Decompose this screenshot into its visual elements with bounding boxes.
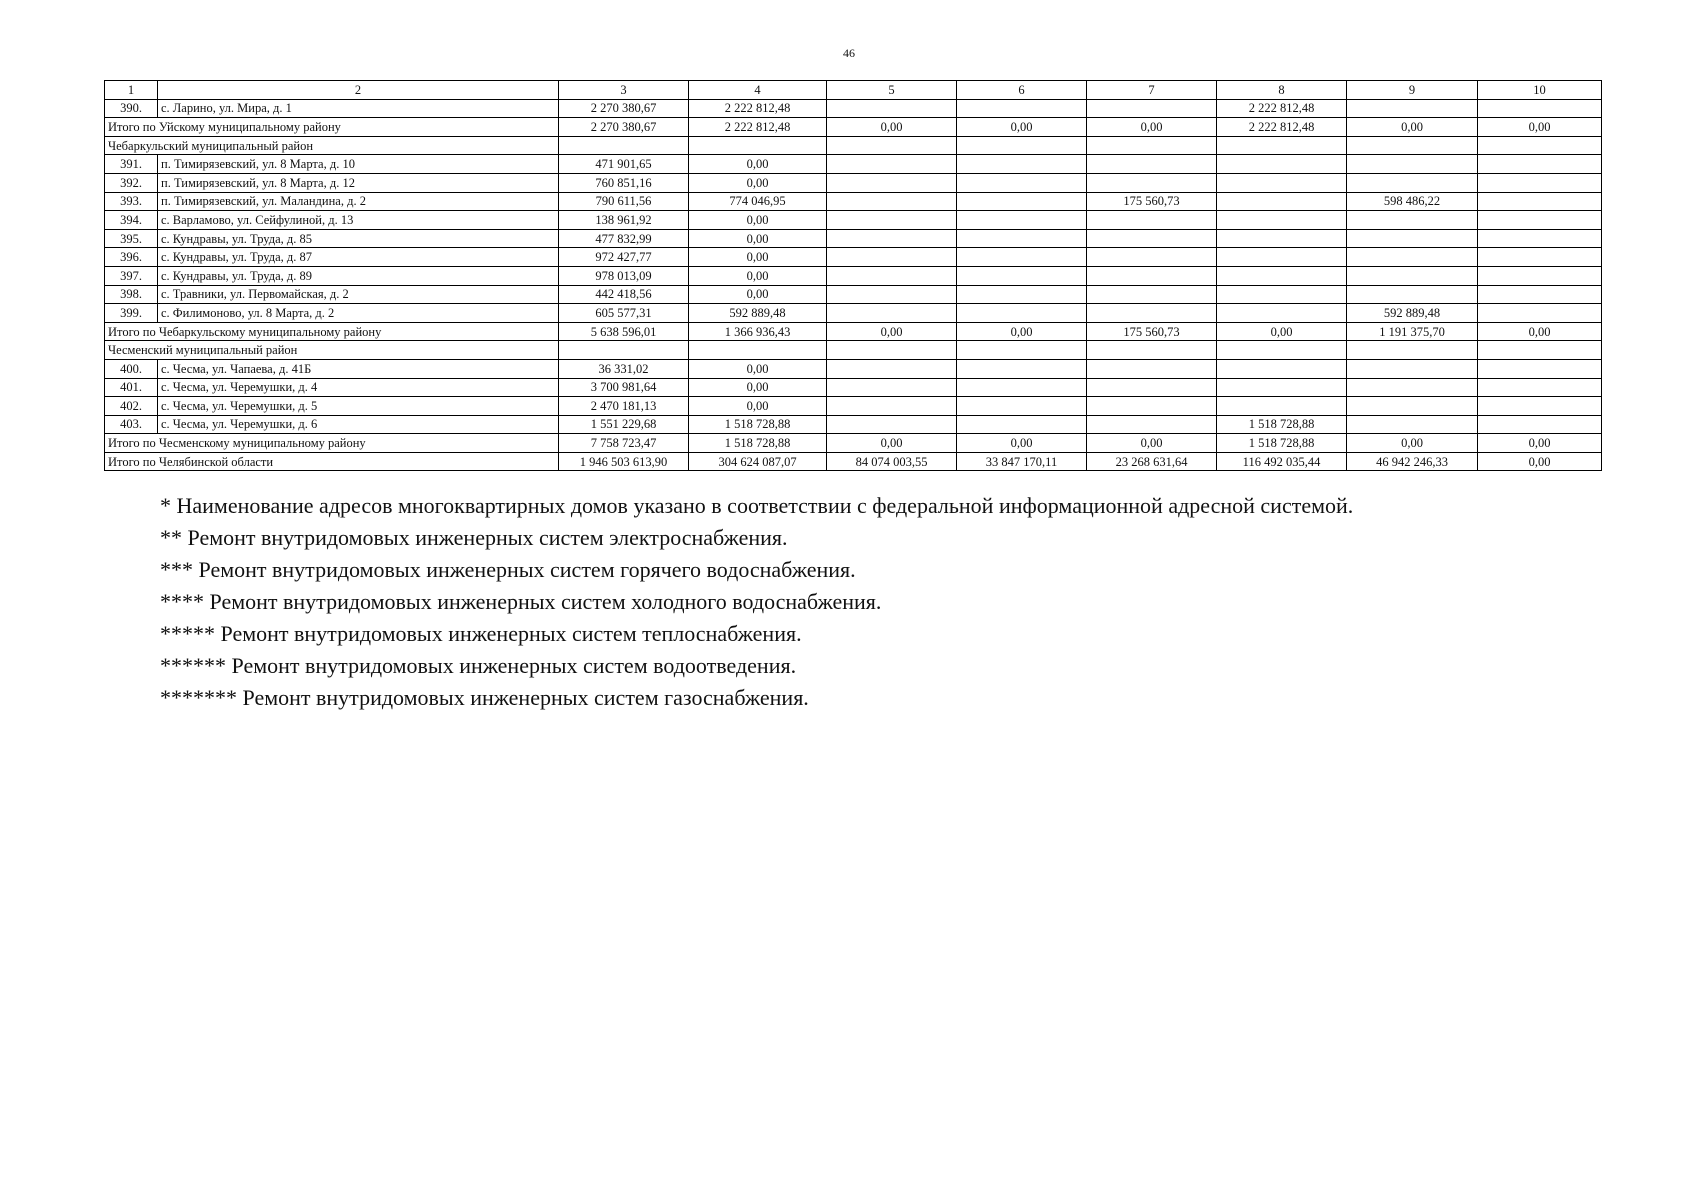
value-cell [1478, 155, 1602, 174]
value-cell [1217, 304, 1347, 323]
value-cell [1478, 211, 1602, 230]
district-section-row [105, 341, 1602, 360]
value-cell: 1 551 229,68 [559, 415, 689, 434]
row-number: 395. [105, 229, 158, 248]
address: п. Тимирязевский, ул. Маландина, д. 2 [158, 192, 559, 211]
address: с. Чесма, ул. Чапаева, д. 41Б [158, 359, 559, 378]
address: с. Варламово, ул. Сейфулиной, д. 13 [158, 211, 559, 230]
value-cell [957, 266, 1087, 285]
total-label: Итого по Челябинской области [105, 452, 559, 471]
district-total-row [105, 322, 1602, 341]
table-row [105, 266, 1602, 285]
row-number: 400. [105, 359, 158, 378]
empty-cell [559, 136, 689, 155]
repair-cost-table [104, 80, 1602, 471]
value-cell [957, 378, 1087, 397]
value-cell [1217, 397, 1347, 416]
value-cell: 2 222 812,48 [1217, 118, 1347, 137]
empty-cell [1217, 341, 1347, 360]
value-cell: 471 901,65 [559, 155, 689, 174]
empty-cell [957, 136, 1087, 155]
empty-cell [1087, 341, 1217, 360]
value-cell: 2 222 812,48 [1217, 99, 1347, 118]
empty-cell [689, 136, 827, 155]
address: с. Чесма, ул. Черемушки, д. 4 [158, 378, 559, 397]
value-cell: 0,00 [689, 266, 827, 285]
district-total-row [105, 452, 1602, 471]
value-cell [827, 211, 957, 230]
value-cell: 592 889,48 [1347, 304, 1478, 323]
value-cell: 7 758 723,47 [559, 434, 689, 453]
value-cell: 0,00 [1478, 118, 1602, 137]
value-cell: 774 046,95 [689, 192, 827, 211]
empty-cell [1347, 136, 1478, 155]
value-cell: 0,00 [689, 173, 827, 192]
value-cell: 972 427,77 [559, 248, 689, 267]
total-label: Итого по Чесменскому муниципальному району [105, 434, 559, 453]
empty-cell [827, 136, 957, 155]
value-cell: 1 518 728,88 [1217, 415, 1347, 434]
footnote-address: * Наименование адресов многоквартирных домов указано в соответствии с федеральной информационной адресной системой. [160, 493, 1354, 518]
column-number: 1 [105, 81, 158, 100]
value-cell [1217, 192, 1347, 211]
address: с. Кундравы, ул. Труда, д. 89 [158, 266, 559, 285]
value-cell: 1 518 728,88 [1217, 434, 1347, 453]
district-name: Чебаркульский муниципальный район [105, 136, 559, 155]
column-number: 8 [1217, 81, 1347, 100]
empty-cell [1087, 136, 1217, 155]
value-cell: 0,00 [1217, 322, 1347, 341]
value-cell [957, 415, 1087, 434]
value-cell [1217, 359, 1347, 378]
row-number: 394. [105, 211, 158, 230]
value-cell [1217, 229, 1347, 248]
value-cell [1087, 248, 1217, 267]
value-cell: 1 518 728,88 [689, 415, 827, 434]
value-cell [957, 359, 1087, 378]
value-cell: 0,00 [689, 285, 827, 304]
row-number: 402. [105, 397, 158, 416]
value-cell: 0,00 [1478, 452, 1602, 471]
value-cell: 0,00 [1347, 434, 1478, 453]
value-cell: 2 270 380,67 [559, 118, 689, 137]
row-number: 392. [105, 173, 158, 192]
column-number: 5 [827, 81, 957, 100]
value-cell [1087, 304, 1217, 323]
value-cell: 23 268 631,64 [1087, 452, 1217, 471]
value-cell: 304 624 087,07 [689, 452, 827, 471]
value-cell: 0,00 [827, 322, 957, 341]
value-cell [1347, 397, 1478, 416]
column-number: 6 [957, 81, 1087, 100]
value-cell: 0,00 [689, 155, 827, 174]
value-cell [1347, 173, 1478, 192]
value-cell: 0,00 [689, 378, 827, 397]
value-cell [1478, 266, 1602, 285]
value-cell [827, 285, 957, 304]
row-number: 403. [105, 415, 158, 434]
address: с. Филимоново, ул. 8 Марта, д. 2 [158, 304, 559, 323]
value-cell [957, 192, 1087, 211]
value-cell: 138 961,92 [559, 211, 689, 230]
table-row [105, 229, 1602, 248]
value-cell: 2 470 181,13 [559, 397, 689, 416]
value-cell [1087, 415, 1217, 434]
table-row [105, 304, 1602, 323]
value-cell [1347, 266, 1478, 285]
column-number: 3 [559, 81, 689, 100]
value-cell [1217, 285, 1347, 304]
value-cell [827, 304, 957, 323]
footnote-gas: ******* Ремонт внутридомовых инженерных систем газоснабжения. [160, 685, 809, 710]
value-cell: 3 700 981,64 [559, 378, 689, 397]
value-cell [1087, 266, 1217, 285]
column-number: 2 [158, 81, 559, 100]
value-cell [1347, 359, 1478, 378]
table-row [105, 173, 1602, 192]
total-label: Итого по Чебаркульскому муниципальному району [105, 322, 559, 341]
value-cell: 0,00 [689, 359, 827, 378]
empty-cell [1347, 341, 1478, 360]
value-cell [1217, 266, 1347, 285]
table-row [105, 155, 1602, 174]
value-cell [1478, 192, 1602, 211]
value-cell [827, 415, 957, 434]
value-cell: 477 832,99 [559, 229, 689, 248]
value-cell: 0,00 [689, 211, 827, 230]
column-number: 4 [689, 81, 827, 100]
row-number: 399. [105, 304, 158, 323]
empty-cell [689, 341, 827, 360]
value-cell [1478, 378, 1602, 397]
value-cell [957, 248, 1087, 267]
row-number: 391. [105, 155, 158, 174]
footnote-electricity: ** Ремонт внутридомовых инженерных систем электроснабжения. [160, 525, 788, 550]
district-section-row [105, 136, 1602, 155]
value-cell: 1 518 728,88 [689, 434, 827, 453]
address: п. Тимирязевский, ул. 8 Марта, д. 10 [158, 155, 559, 174]
value-cell: 605 577,31 [559, 304, 689, 323]
value-cell: 0,00 [827, 118, 957, 137]
value-cell [1087, 229, 1217, 248]
value-cell: 0,00 [1087, 118, 1217, 137]
value-cell: 0,00 [689, 397, 827, 416]
total-label: Итого по Уйскому муниципальному району [105, 118, 559, 137]
value-cell [827, 229, 957, 248]
value-cell [957, 211, 1087, 230]
page-number: 46 [843, 46, 855, 60]
value-cell: 790 611,56 [559, 192, 689, 211]
column-number: 9 [1347, 81, 1478, 100]
value-cell [1347, 378, 1478, 397]
value-cell: 2 222 812,48 [689, 118, 827, 137]
empty-cell [957, 341, 1087, 360]
table-row [105, 248, 1602, 267]
value-cell: 1 946 503 613,90 [559, 452, 689, 471]
value-cell: 175 560,73 [1087, 322, 1217, 341]
value-cell: 978 013,09 [559, 266, 689, 285]
value-cell [1478, 359, 1602, 378]
empty-cell [827, 341, 957, 360]
row-number: 393. [105, 192, 158, 211]
value-cell [1217, 248, 1347, 267]
value-cell [1217, 173, 1347, 192]
value-cell: 33 847 170,11 [957, 452, 1087, 471]
value-cell [1347, 415, 1478, 434]
footnote-hot-water: *** Ремонт внутридомовых инженерных систем горячего водоснабжения. [160, 557, 856, 582]
value-cell: 116 492 035,44 [1217, 452, 1347, 471]
value-cell [1478, 173, 1602, 192]
value-cell: 46 942 246,33 [1347, 452, 1478, 471]
value-cell [1087, 211, 1217, 230]
row-number: 398. [105, 285, 158, 304]
value-cell [1217, 155, 1347, 174]
value-cell [827, 266, 957, 285]
value-cell: 592 889,48 [689, 304, 827, 323]
address: п. Тимирязевский, ул. 8 Марта, д. 12 [158, 173, 559, 192]
value-cell [1478, 285, 1602, 304]
value-cell: 0,00 [1087, 434, 1217, 453]
footnote-cold-water: **** Ремонт внутридомовых инженерных систем холодного водоснабжения. [160, 589, 882, 614]
value-cell [1478, 304, 1602, 323]
value-cell [957, 155, 1087, 174]
footnote-heating: ***** Ремонт внутридомовых инженерных систем теплоснабжения. [160, 621, 802, 646]
value-cell [1347, 155, 1478, 174]
value-cell: 1 366 936,43 [689, 322, 827, 341]
address: с. Кундравы, ул. Труда, д. 85 [158, 229, 559, 248]
value-cell [1217, 378, 1347, 397]
value-cell [1347, 285, 1478, 304]
value-cell [827, 397, 957, 416]
value-cell [957, 304, 1087, 323]
empty-cell [1217, 136, 1347, 155]
table-row [105, 378, 1602, 397]
value-cell: 2 270 380,67 [559, 99, 689, 118]
row-number: 397. [105, 266, 158, 285]
address: с. Чесма, ул. Черемушки, д. 6 [158, 415, 559, 434]
value-cell [1347, 229, 1478, 248]
empty-cell [559, 341, 689, 360]
value-cell: 0,00 [689, 248, 827, 267]
address: с. Кундравы, ул. Труда, д. 87 [158, 248, 559, 267]
value-cell [827, 99, 957, 118]
value-cell [827, 173, 957, 192]
value-cell [1217, 211, 1347, 230]
value-cell [1087, 397, 1217, 416]
value-cell [957, 285, 1087, 304]
value-cell: 0,00 [689, 229, 827, 248]
value-cell [1347, 248, 1478, 267]
value-cell [827, 359, 957, 378]
value-cell [1478, 415, 1602, 434]
table-row [105, 285, 1602, 304]
value-cell [1478, 248, 1602, 267]
value-cell: 760 851,16 [559, 173, 689, 192]
value-cell: 84 074 003,55 [827, 452, 957, 471]
value-cell: 175 560,73 [1087, 192, 1217, 211]
value-cell [957, 397, 1087, 416]
value-cell [827, 155, 957, 174]
district-name: Чесменский муниципальный район [105, 341, 559, 360]
value-cell [957, 229, 1087, 248]
row-number: 396. [105, 248, 158, 267]
value-cell: 442 418,56 [559, 285, 689, 304]
value-cell: 36 331,02 [559, 359, 689, 378]
table-row [105, 359, 1602, 378]
value-cell: 0,00 [1347, 118, 1478, 137]
value-cell: 0,00 [957, 118, 1087, 137]
district-total-row [105, 434, 1602, 453]
address: с. Чесма, ул. Черемушки, д. 5 [158, 397, 559, 416]
column-number: 7 [1087, 81, 1217, 100]
value-cell: 1 191 375,70 [1347, 322, 1478, 341]
column-number: 10 [1478, 81, 1602, 100]
value-cell [1347, 211, 1478, 230]
value-cell [827, 378, 957, 397]
footnote-drainage: ****** Ремонт внутридомовых инженерных систем водоотведения. [160, 653, 797, 678]
table-row [105, 192, 1602, 211]
row-number: 390. [105, 99, 158, 118]
value-cell [1087, 378, 1217, 397]
value-cell [1478, 397, 1602, 416]
value-cell [1478, 99, 1602, 118]
address: с. Ларино, ул. Мира, д. 1 [158, 99, 559, 118]
value-cell [1347, 99, 1478, 118]
value-cell: 0,00 [957, 322, 1087, 341]
value-cell: 2 222 812,48 [689, 99, 827, 118]
value-cell: 598 486,22 [1347, 192, 1478, 211]
table-row [105, 415, 1602, 434]
footnotes [160, 490, 1353, 714]
value-cell [827, 192, 957, 211]
value-cell [957, 99, 1087, 118]
value-cell [827, 248, 957, 267]
empty-cell [1478, 341, 1602, 360]
district-total-row [105, 118, 1602, 137]
value-cell [1087, 155, 1217, 174]
value-cell [1087, 173, 1217, 192]
value-cell [1087, 285, 1217, 304]
column-number-row [105, 81, 1602, 100]
table-row [105, 211, 1602, 230]
table-row [105, 99, 1602, 118]
row-number: 401. [105, 378, 158, 397]
value-cell: 0,00 [957, 434, 1087, 453]
value-cell [957, 173, 1087, 192]
value-cell [1478, 229, 1602, 248]
value-cell: 0,00 [827, 434, 957, 453]
value-cell: 0,00 [1478, 434, 1602, 453]
value-cell [1087, 99, 1217, 118]
empty-cell [1478, 136, 1602, 155]
table-row [105, 397, 1602, 416]
address: с. Травники, ул. Первомайская, д. 2 [158, 285, 559, 304]
value-cell: 0,00 [1478, 322, 1602, 341]
value-cell: 5 638 596,01 [559, 322, 689, 341]
value-cell [1087, 359, 1217, 378]
